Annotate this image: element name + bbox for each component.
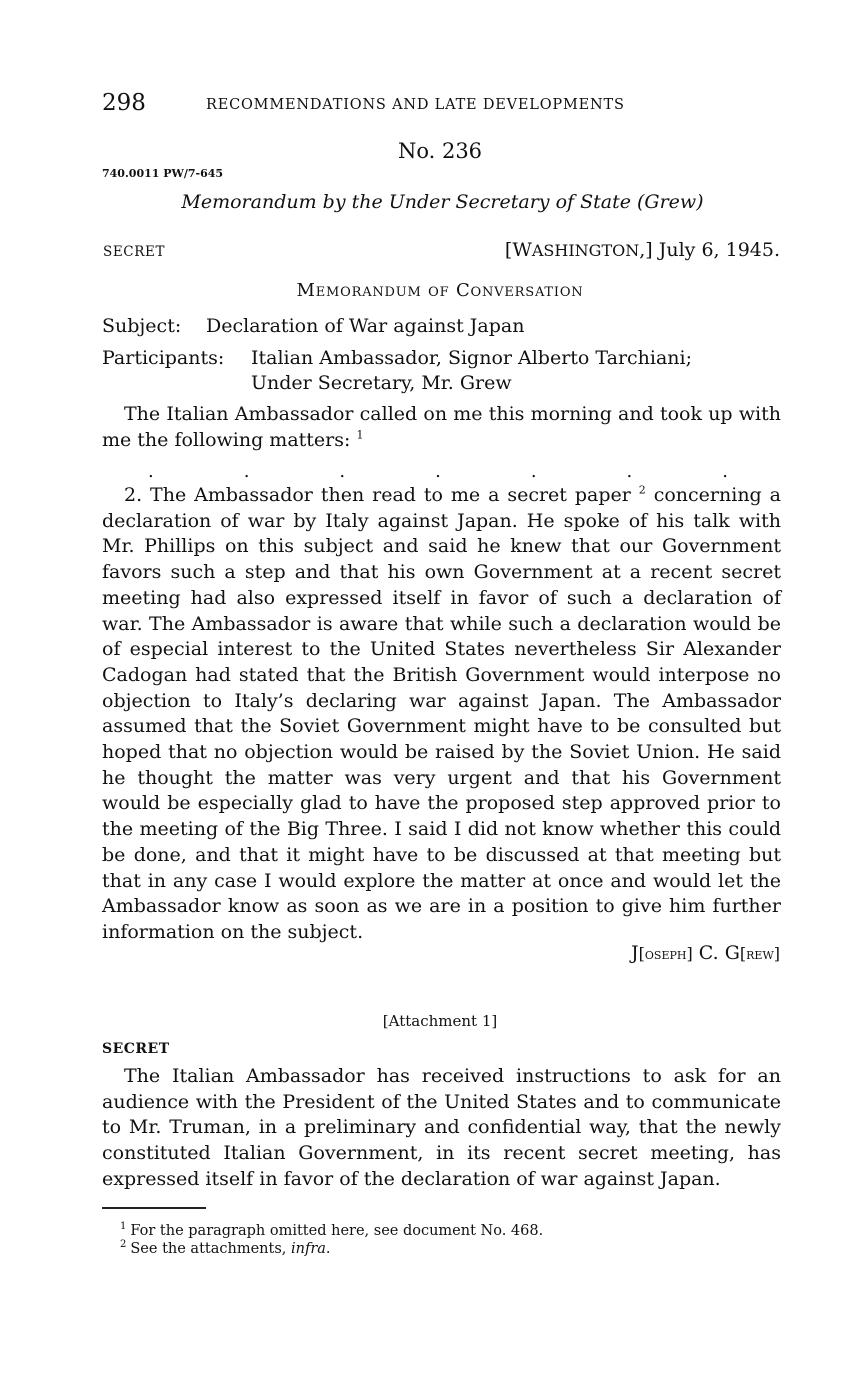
paragraph-2-rest: concerning a declaration of war by Italy against Japan. He spoke of his talk with Mr. Phillips on this subject and said he knew that our Government favors such a step and that his own Government at a recent secret meeting had also expressed itself in favor of such a declaration of war. The Ambassador is aware that while such a declaration would be of especial interest to the United States nevertheless Sir Alexander Cadogan had stated that the British Government would interpose no objection to Italy’s declaring war against Japan. The Ambassador assumed that the Soviet Government might have to be consulted but hoped that no objection would be raised by the Soviet Union. He said he thought the matter was very urgent and that his Government would be especially glad to have the proposed step approved prior to the meeting of the Big Three. I said I did not know whether this could be done, and that it might have to be discussed at that meeting but that in any case I would explore the matter at once and would let the Ambassador know as soon as we are in a position to give him further information on the subject. bbox=[102, 484, 781, 943]
paragraph-2 bbox=[102, 483, 781, 946]
running-title: RECOMMENDATIONS AND LATE DEVELOPMENTS bbox=[206, 97, 625, 113]
footnote-2-italic: infra bbox=[291, 1241, 326, 1257]
dateline-bracket-close: ,] bbox=[639, 239, 653, 261]
participant-2: Under Secretary, Mr. Grew bbox=[251, 372, 512, 394]
file-number: 740.0011 PW/7-645 bbox=[102, 167, 224, 180]
dot: . bbox=[339, 461, 346, 482]
footnote-2-text: See the attachments, bbox=[130, 1241, 291, 1257]
footnote-ref-1: 1 bbox=[356, 428, 364, 442]
intro-text: The Italian Ambassador called on me this morning and took up with me the following matters: bbox=[102, 403, 781, 451]
footnote-ref-2: 2 bbox=[638, 483, 646, 497]
footnote-1-text: For the paragraph omitted here, see document No. 468. bbox=[130, 1223, 544, 1239]
dot: . bbox=[435, 461, 441, 482]
subject-label: Subject: bbox=[102, 315, 182, 337]
document-title: Memorandum by the Under Secretary of State (Grew) bbox=[181, 191, 704, 213]
signature-c: C. G bbox=[692, 942, 740, 964]
dot: . bbox=[722, 461, 728, 482]
dateline bbox=[505, 239, 780, 261]
dot: . bbox=[530, 461, 537, 482]
dateline-bracket-open: [ bbox=[504, 239, 513, 261]
footnote-2-end: . bbox=[325, 1241, 331, 1257]
page-number: 298 bbox=[102, 90, 146, 116]
signature-j-rest: [oseph] bbox=[638, 944, 693, 963]
subject-value: Declaration of War against Japan bbox=[206, 315, 525, 337]
footnote-rule bbox=[102, 1207, 206, 1209]
footnote-2 bbox=[120, 1240, 331, 1258]
dateline-place: ASHINGTON bbox=[531, 241, 640, 260]
dot: . bbox=[626, 461, 633, 482]
dateline-place-initial: W bbox=[512, 239, 532, 261]
footnote-1-mark: 1 bbox=[120, 1221, 127, 1233]
signature bbox=[631, 942, 780, 964]
dot: . bbox=[148, 461, 154, 482]
footnote-2-mark: 2 bbox=[120, 1239, 127, 1251]
dot: . bbox=[243, 461, 250, 482]
attachment-paragraph: The Italian Ambassador has received instructions to ask for an audience with the President of the United States and to communicate to Mr. Truman, in a preliminary and confidential way, that the newly constituted Italian Government, in its recent secret meeting, has expressed itself in favor of the declaration of war against Japan. bbox=[102, 1065, 781, 1190]
paragraph-2-start: 2. The Ambassador then read to me a secret paper bbox=[124, 484, 631, 506]
attachment-heading: [Attachment 1] bbox=[382, 1012, 498, 1030]
intro-paragraph bbox=[102, 402, 781, 453]
omission-dots bbox=[148, 461, 728, 482]
dateline-date: July 6, 1945. bbox=[658, 239, 780, 261]
participants-label: Participants: bbox=[102, 347, 225, 369]
attachment-classification: SECRET bbox=[102, 1041, 170, 1057]
classification-label: SECRET bbox=[103, 244, 166, 260]
signature-j: J bbox=[631, 942, 639, 964]
signature-g-rest: [rew] bbox=[739, 944, 780, 963]
document-number: No. 236 bbox=[397, 139, 483, 163]
participant-1: Italian Ambassador, Signor Alberto Tarchiani; bbox=[251, 347, 693, 369]
footnote-1 bbox=[120, 1222, 543, 1240]
section-heading: Memorandum of Conversation bbox=[296, 280, 584, 301]
